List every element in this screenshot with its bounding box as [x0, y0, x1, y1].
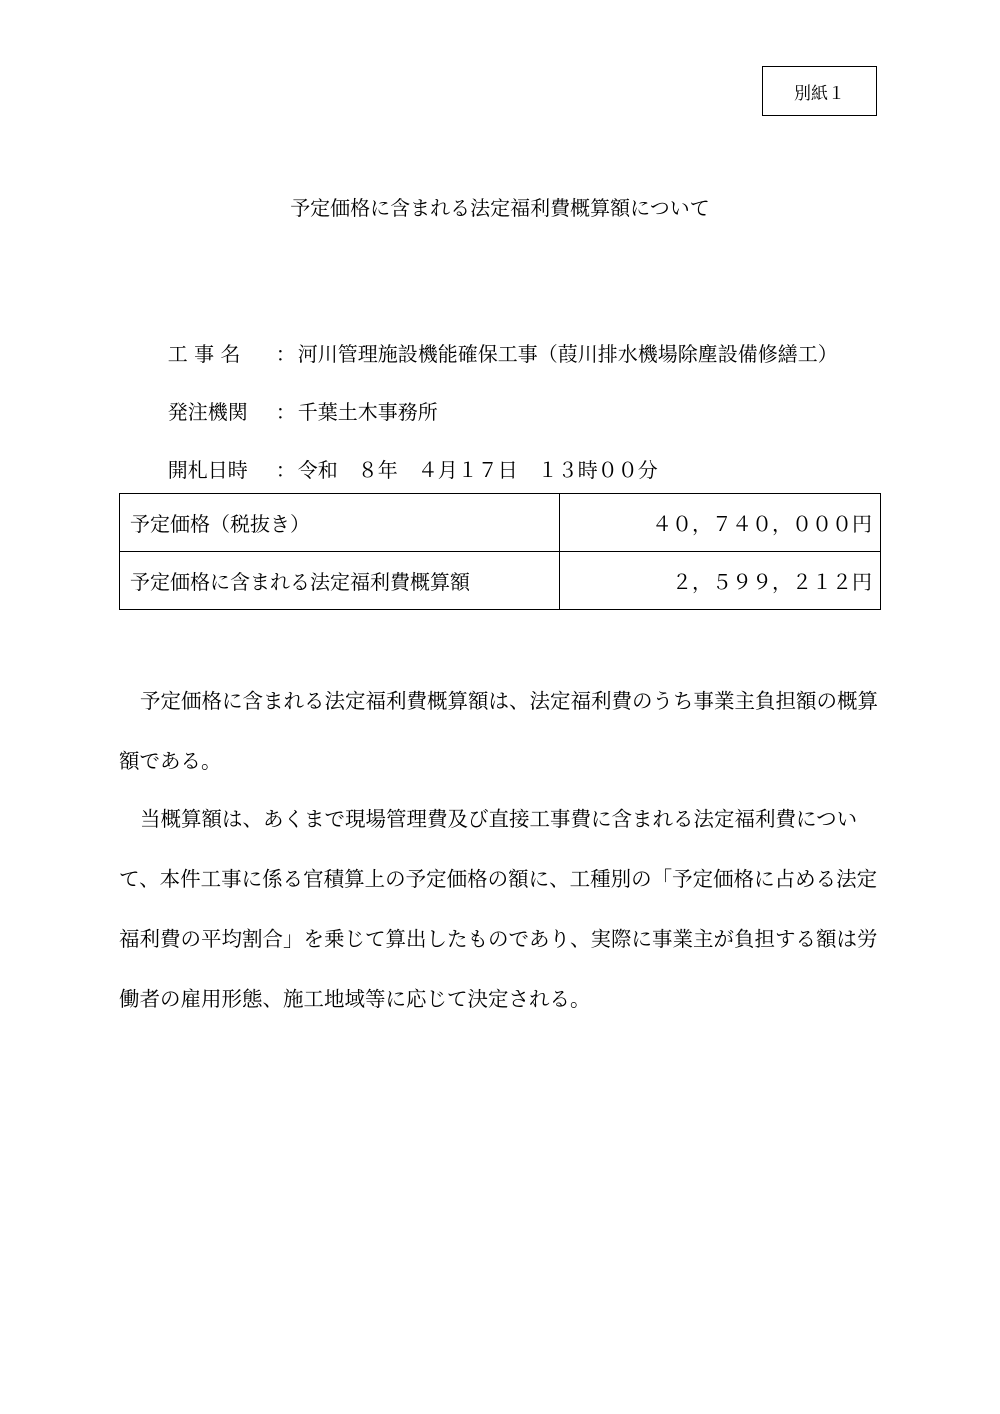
info-row-project-name — [155, 312, 838, 368]
info-row-ordering-agency — [155, 370, 438, 426]
body-paragraph: 予定価格に含まれる法定福利費概算額は、法定福利費のうち事業主負担額の概算額である。 — [119, 689, 878, 773]
table-cell-label: 予定価格（税抜き） — [120, 494, 560, 552]
table-cell-label: 予定価格に含まれる法定福利費概算額 — [120, 552, 560, 610]
info-label: 工 事 名 — [167, 342, 241, 366]
info-colon: ： — [275, 342, 296, 366]
table-cell-value: ２，５９９，２１２円 — [560, 552, 881, 610]
document-title: 予定価格に含まれる法定福利費概算額について — [290, 196, 710, 220]
info-colon: ： — [275, 400, 296, 424]
amounts-table — [119, 493, 881, 610]
info-label: 開札日時 — [167, 458, 248, 482]
info-value: 令和 ８年 ４月１７日 １３時００分 — [297, 458, 658, 482]
body-paragraph: 当概算額は、あくまで現場管理費及び直接工事費に含まれる法定福利費について、本件工事に係る官積算上の予定価格の額に、工種別の「予定価格に占める法定福利費の平均割合」を乗じて算出したものであり、実際に事業主が負担する額は労働者の雇用形態、施工地域等に応じて決定される。 — [119, 807, 878, 1011]
info-value: 千葉土木事務所 — [297, 400, 438, 424]
table-row — [120, 494, 881, 552]
info-label: 発注機関 — [167, 400, 248, 424]
info-colon: ： — [275, 458, 296, 482]
table-row — [120, 552, 881, 610]
info-row-bid-opening-datetime — [155, 428, 658, 484]
info-value: 河川管理施設機能確保工事（葭川排水機場除塵設備修繕工） — [297, 342, 838, 366]
table-cell-value: ４０，７４０，０００円 — [560, 494, 881, 552]
attachment-label: 別紙１ — [762, 66, 877, 116]
